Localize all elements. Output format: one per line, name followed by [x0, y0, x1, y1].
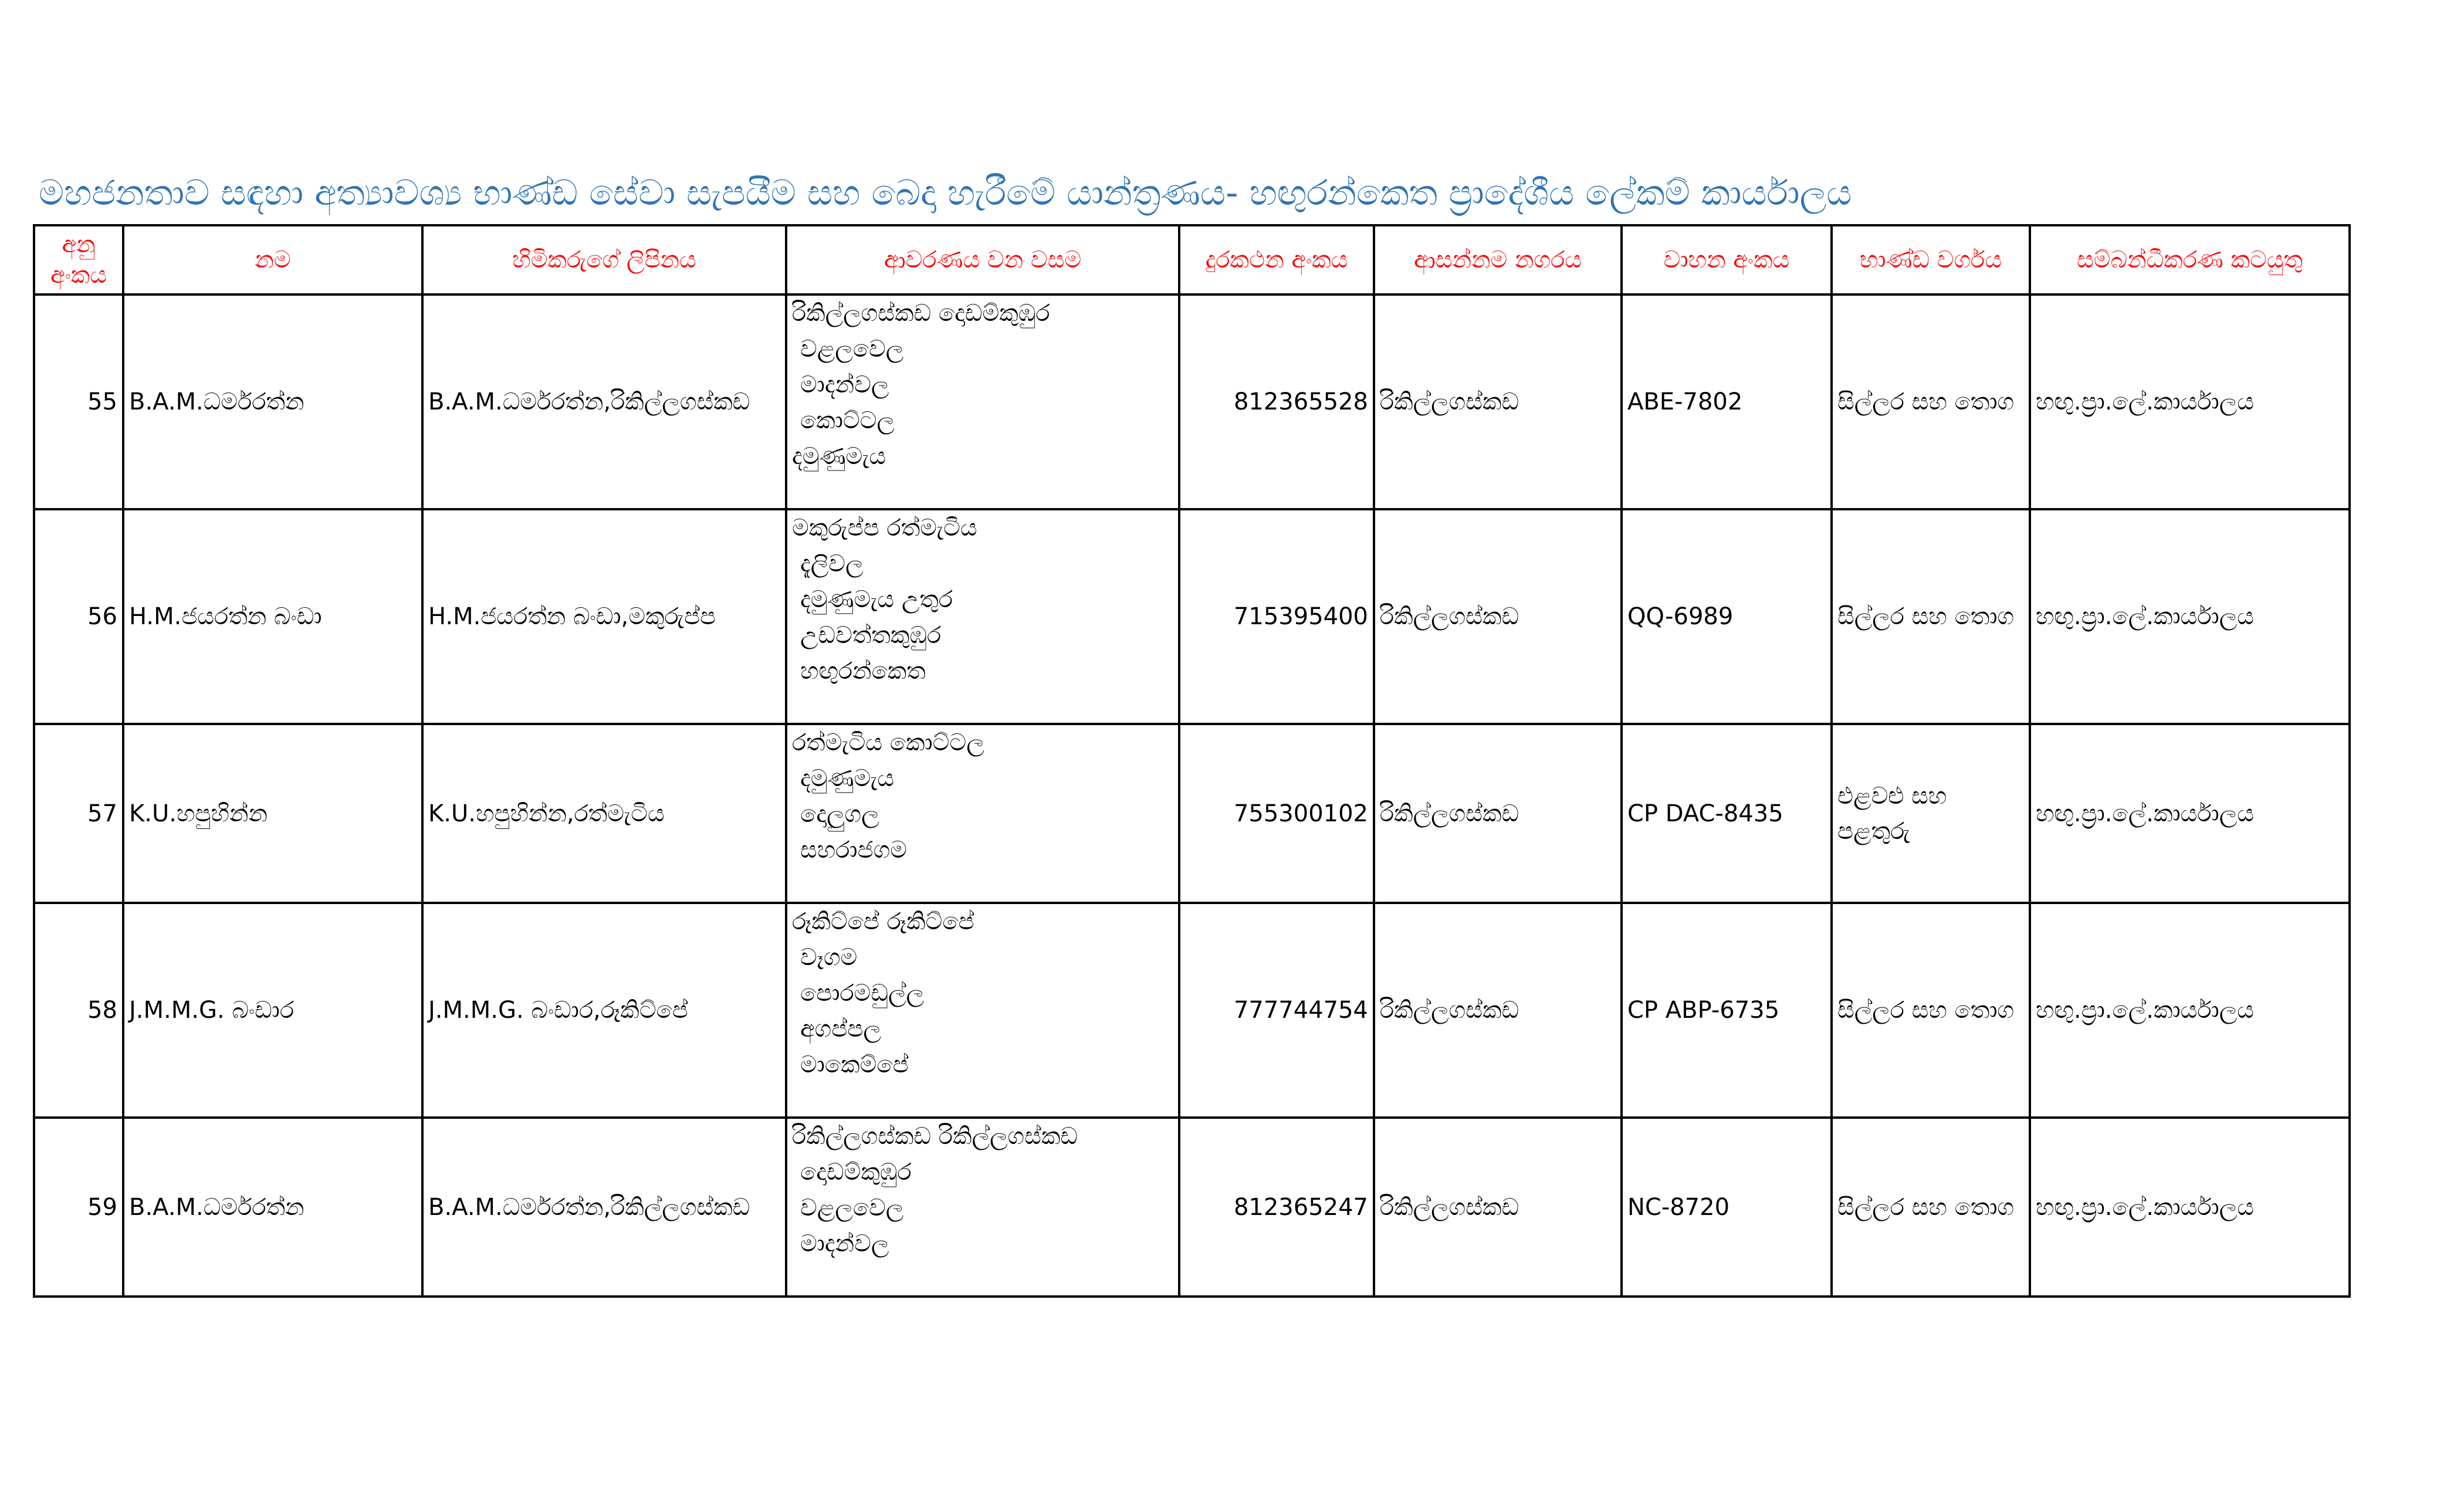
- row-phone: 777744754: [1179, 903, 1374, 1118]
- row-address: B.A.M.ධර්මරත්න,රිකිල්ලගස්කඩ: [422, 1118, 786, 1297]
- area-item: දොඩම්කුඹුර: [800, 1159, 912, 1186]
- row-goods: සිල්ලර සහ තොග: [1832, 295, 2030, 509]
- row-coordination: හඟු.ප්‍රා.ලේ.කාර්යාලය: [2030, 295, 2350, 509]
- row-areas: [786, 295, 1179, 509]
- page-title: මහජනතාව සඳහා අත්‍යාවශ්‍ය භාණ්ඩ සේවා සැපයීම සහ බෙදා හැරීමේ යාන්ත්‍රණය- හඟුරන්කෙත ප්‍රාදේශීය ලේකම් කාර්යාලය: [39, 172, 1852, 214]
- row-phone: 755300102: [1179, 724, 1374, 903]
- row-phone: 812365528: [1179, 295, 1374, 509]
- row-coordination: හඟු.ප්‍රා.ලේ.කාර්යාලය: [2030, 724, 2350, 903]
- area-item: පොරමඩුල්ල: [800, 980, 925, 1007]
- area-item: දමුණුමැය: [792, 443, 886, 470]
- header-row: [34, 225, 2350, 295]
- row-name: B.A.M.ධර්මරත්න: [123, 295, 422, 509]
- distributor-table: [33, 224, 2351, 1298]
- area-item: මාදන්වල: [800, 371, 889, 398]
- row-no: 58: [34, 903, 123, 1118]
- header-area: ආවරණය වන වසම: [786, 225, 1179, 295]
- area-item: රිකිල්ලගස්කඩ රිකිල්ලගස්කඩ: [792, 1123, 1078, 1150]
- row-no: 57: [34, 724, 123, 903]
- area-item: දමුණුමැය: [800, 765, 895, 792]
- row-town: රිකිල්ලගස්කඩ: [1374, 295, 1622, 509]
- row-name: B.A.M.ධර්මරත්න: [123, 1118, 422, 1297]
- area-item: රූකිට්පේ රූකිට්පේ: [792, 908, 974, 935]
- header-no: අනු අංකය: [34, 225, 123, 295]
- area-item: වළලවෙල: [800, 1194, 904, 1221]
- row-name: J.M.M.G. බංඩාර: [123, 903, 422, 1118]
- row-areas: [786, 509, 1179, 724]
- row-name: H.M.ජයරත්න බංඩා: [123, 509, 422, 724]
- row-town: රිකිල්ලගස්කඩ: [1374, 903, 1622, 1118]
- row-vehicle: CP DAC-8435: [1622, 724, 1832, 903]
- row-coordination: හඟු.ප්‍රා.ලේ.කාර්යාලය: [2030, 1118, 2350, 1297]
- row-areas: [786, 1118, 1179, 1297]
- area-item: රත්මැටිය කොට්ටල: [792, 729, 984, 756]
- row-vehicle: NC-8720: [1622, 1118, 1832, 1297]
- table-row: [34, 724, 2350, 903]
- area-item: කොට්ටල: [800, 407, 895, 434]
- row-vehicle: QQ-6989: [1622, 509, 1832, 724]
- table-row: [34, 295, 2350, 509]
- area-item: හඟුරන්කෙත: [800, 658, 926, 685]
- area-item: රිකිල්ලගස්කඩ දොඩම්කුඹුර: [792, 300, 1050, 327]
- row-vehicle: ABE-7802: [1622, 295, 1832, 509]
- row-town: රිකිල්ලගස්කඩ: [1374, 509, 1622, 724]
- row-town: රිකිල්ලගස්කඩ: [1374, 1118, 1622, 1297]
- header-town: ආසන්නම නගරය: [1374, 225, 1622, 295]
- row-goods: එළවළු සහ පළතුරු: [1832, 724, 2030, 903]
- header-vehicle: වාහන අංකය: [1622, 225, 1832, 295]
- header-address: හිමිකරුගේ ලිපිනය: [422, 225, 786, 295]
- row-name: K.U.හපුහින්න: [123, 724, 422, 903]
- area-item: මාකෙම්පේ: [800, 1051, 909, 1078]
- row-areas: [786, 724, 1179, 903]
- area-item: දොලුගල: [800, 801, 879, 828]
- area-item: අගප්පල: [800, 1016, 881, 1043]
- table-row: [34, 509, 2350, 724]
- area-item: වළලවෙල: [800, 336, 904, 363]
- row-no: 55: [34, 295, 123, 509]
- area-item: මාදන්වල: [800, 1230, 889, 1257]
- row-address: H.M.ජයරත්න බංඩා,මකුරුප්ප: [422, 509, 786, 724]
- row-goods: සිල්ලර සහ තොග: [1832, 903, 2030, 1118]
- row-coordination: හඟු.ප්‍රා.ලේ.කාර්යාලය: [2030, 509, 2350, 724]
- header-goods: භාණ්ඩ වර්ගය: [1832, 225, 2030, 295]
- header-phone: දුරකථන අංකය: [1179, 225, 1374, 295]
- area-item: සහරාජගම: [800, 837, 907, 864]
- area-item: මකුරුප්ප රත්මැටිය: [792, 515, 977, 541]
- header-name: නම: [123, 225, 422, 295]
- row-vehicle: CP ABP-6735: [1622, 903, 1832, 1118]
- row-coordination: හඟු.ප්‍රා.ලේ.කාර්යාලය: [2030, 903, 2350, 1118]
- table-row: [34, 903, 2350, 1118]
- area-item: දමුණුමැය උතුර: [800, 586, 953, 613]
- row-town: රිකිල්ලගස්කඩ: [1374, 724, 1622, 903]
- row-address: K.U.හපුහින්න,රත්මැටිය: [422, 724, 786, 903]
- row-phone: 812365247: [1179, 1118, 1374, 1297]
- area-item: දැලිවල: [800, 550, 864, 577]
- area-item: උඩවත්තකුඹුර: [800, 622, 942, 649]
- row-phone: 715395400: [1179, 509, 1374, 724]
- row-goods: සිල්ලර සහ තොග: [1832, 1118, 2030, 1297]
- row-goods: සිල්ලර සහ තොග: [1832, 509, 2030, 724]
- area-item: වෑගම: [800, 944, 858, 971]
- row-no: 56: [34, 509, 123, 724]
- row-address: B.A.M.ධර්මරත්න,රිකිල්ලගස්කඩ: [422, 295, 786, 509]
- header-coordination: සම්බන්ධීකරණ කටයුතු: [2030, 225, 2350, 295]
- table-row: [34, 1118, 2350, 1297]
- row-areas: [786, 903, 1179, 1118]
- row-no: 59: [34, 1118, 123, 1297]
- row-address: J.M.M.G. බංඩාර,රූකිට්පේ: [422, 903, 786, 1118]
